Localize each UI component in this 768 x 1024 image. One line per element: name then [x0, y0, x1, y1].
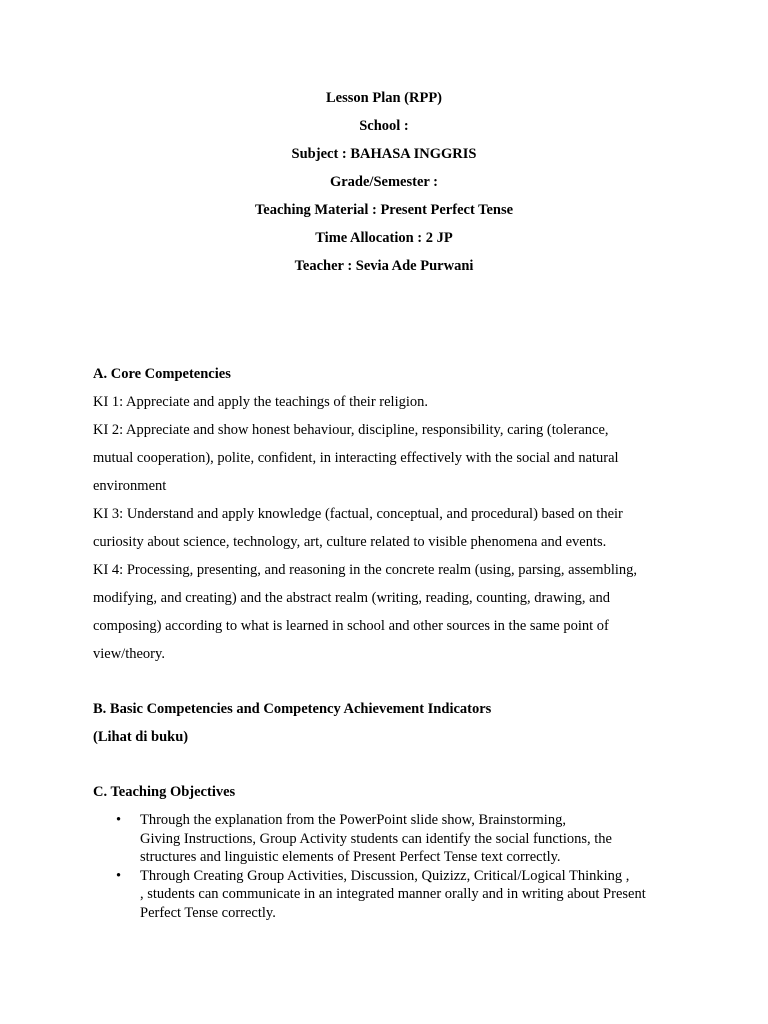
section-heading: A. Core Competencies — [93, 366, 231, 382]
time-allocation-line: Time Allocation : 2 JP — [315, 230, 453, 246]
paragraph-line: KI 3: Understand and apply knowledge (factual, conceptual, and procedural) based on their — [93, 506, 623, 522]
paragraph-line: modifying, and creating) and the abstract realm (writing, reading, counting, drawing, and — [93, 590, 611, 606]
paragraph-line: KI 1: Appreciate and apply the teachings of their religion. — [93, 394, 429, 410]
grade-semester-line: Grade/Semester : — [329, 174, 439, 190]
document-title: Lesson Plan (RPP) — [326, 90, 442, 106]
section-basic-competencies — [93, 695, 693, 751]
bullet-icon: • — [116, 812, 122, 828]
list-item-line: Perfect Tense correctly. — [140, 904, 276, 921]
paragraph-line: environment — [93, 478, 167, 494]
section-heading: C. Teaching Objectives — [93, 784, 236, 800]
paragraph-line: KI 2: Appreciate and show honest behaviour, discipline, responsibility, caring (tolerance, — [93, 422, 609, 438]
section-teaching-objectives — [93, 778, 693, 806]
list-item-line: Through Creating Group Activities, Discussion, Quizizz, Critical/Logical Thinking , — [140, 867, 630, 884]
paragraph-line: curiosity about science, technology, art, culture related to visible phenomena and events. — [93, 534, 607, 550]
list-item-line: Through the explanation from the PowerPoint slide show, Brainstorming, — [140, 812, 566, 828]
lesson-plan-header — [0, 84, 768, 280]
bullet-icon: • — [116, 867, 122, 884]
list-item-line: Giving Instructions, Group Activity students can identify the social functions, the — [140, 830, 612, 847]
school-line: School : — [359, 118, 409, 134]
subject-line: Subject : BAHASA INGGRIS — [291, 146, 477, 162]
paragraph-line: composing) according to what is learned in school and other sources in the same point of — [93, 618, 609, 634]
section-core-competencies — [93, 360, 693, 668]
paragraph-line: KI 4: Processing, presenting, and reasoning in the concrete realm (using, parsing, assembling, — [93, 562, 638, 578]
list-item-line: , students can communicate in an integrated manner orally and in writing about Present — [140, 886, 646, 902]
section-heading: B. Basic Competencies and Competency Achievement Indicators — [93, 701, 492, 717]
list-item-line: structures and linguistic elements of Present Perfect Tense text correctly. — [140, 849, 561, 865]
teaching-material-line: Teaching Material : Present Perfect Tense — [254, 202, 514, 218]
teacher-line: Teacher : Sevia Ade Purwani — [294, 258, 474, 274]
section-note: (Lihat di buku) — [93, 729, 189, 745]
list-item — [93, 811, 693, 867]
paragraph-line: view/theory. — [93, 646, 165, 662]
paragraph-line: mutual cooperation), polite, confident, in interacting effectively with the social and natural — [93, 450, 619, 466]
objectives-list — [93, 811, 693, 922]
list-item — [93, 867, 693, 923]
